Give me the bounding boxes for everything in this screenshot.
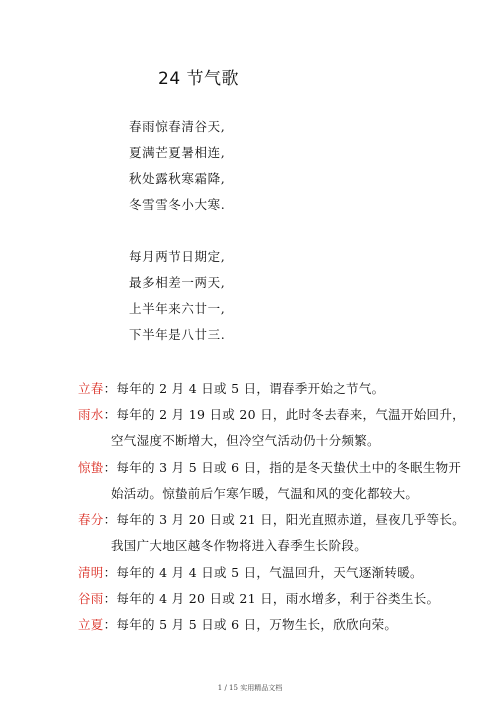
term-label: 惊蛰 xyxy=(78,460,104,475)
poem-line: 每月两节日期定, xyxy=(129,249,226,264)
entry-text: 每年的 3 月 20 日或 21 日，阳光直照赤道，昼夜几乎等长。 xyxy=(116,512,465,527)
entry-text: 每年的 4 月 4 日或 5 日，气温回升，天气逐渐转暖。 xyxy=(116,565,423,580)
term-label: 立春 xyxy=(78,381,104,396)
term-separator: ： xyxy=(103,565,117,580)
term-label: 春分 xyxy=(78,512,104,527)
page-footer: 1 / 15 实用精品文档 xyxy=(217,684,283,692)
term-label: 清明 xyxy=(78,565,104,580)
entry-text: 每年的 5 月 5 日或 6 日，万物生长，欣欣向荣。 xyxy=(116,617,398,632)
poem-line: 上半年来六廿一, xyxy=(129,301,226,316)
poem-line: 春雨惊春清谷天, xyxy=(129,119,226,134)
entry-guyu xyxy=(78,591,439,607)
entry-text: 每年的 2 月 4 日或 5 日，谓春季开始之节气。 xyxy=(116,381,385,396)
entry-text: 每年的 2 月 19 日或 20 日，此时冬去春来，气温开始回升， xyxy=(116,407,465,422)
entry-continuation: 空气湿度不断增大，但冷空气活动仍十分频繁。 xyxy=(111,433,380,448)
term-separator: ： xyxy=(103,407,117,422)
term-separator: ： xyxy=(103,512,117,527)
entry-chunfen xyxy=(78,512,465,528)
entry-continuation: 始活动。惊蛰前后乍寒乍暖，气温和风的变化都较大。 xyxy=(111,486,419,501)
poem-line: 下半年是八廿三. xyxy=(129,327,226,342)
term-separator: ： xyxy=(103,381,117,396)
entry-text: 每年的 3 月 5 日或 6 日，指的是冬天蛰伏土中的冬眠生物开 xyxy=(116,460,462,475)
entry-lixia xyxy=(78,617,397,633)
entry-jingzhe xyxy=(78,460,461,476)
term-separator: ： xyxy=(103,591,117,606)
poem-line: 最多相差一两天, xyxy=(129,275,226,290)
entry-yushui xyxy=(78,407,465,423)
term-separator: ： xyxy=(103,460,117,475)
term-label: 立夏 xyxy=(78,617,104,632)
entry-qingming xyxy=(78,565,423,581)
page-title: 24 节气歌 xyxy=(158,69,240,89)
entry-continuation: 我国广大地区越冬作物将进入春季生长阶段。 xyxy=(111,538,368,553)
term-separator: ： xyxy=(103,617,117,632)
term-label: 雨水 xyxy=(78,407,104,422)
entry-lichun xyxy=(78,381,384,397)
entry-text: 每年的 4 月 20 日或 21 日，雨水增多，利于谷类生长。 xyxy=(116,591,440,606)
poem-line: 夏满芒夏暑相连, xyxy=(129,145,226,160)
poem-line: 秋处露秋寒霜降, xyxy=(129,171,226,186)
term-label: 谷雨 xyxy=(78,591,104,606)
poem-line: 冬雪雪冬小大寒. xyxy=(129,197,226,212)
